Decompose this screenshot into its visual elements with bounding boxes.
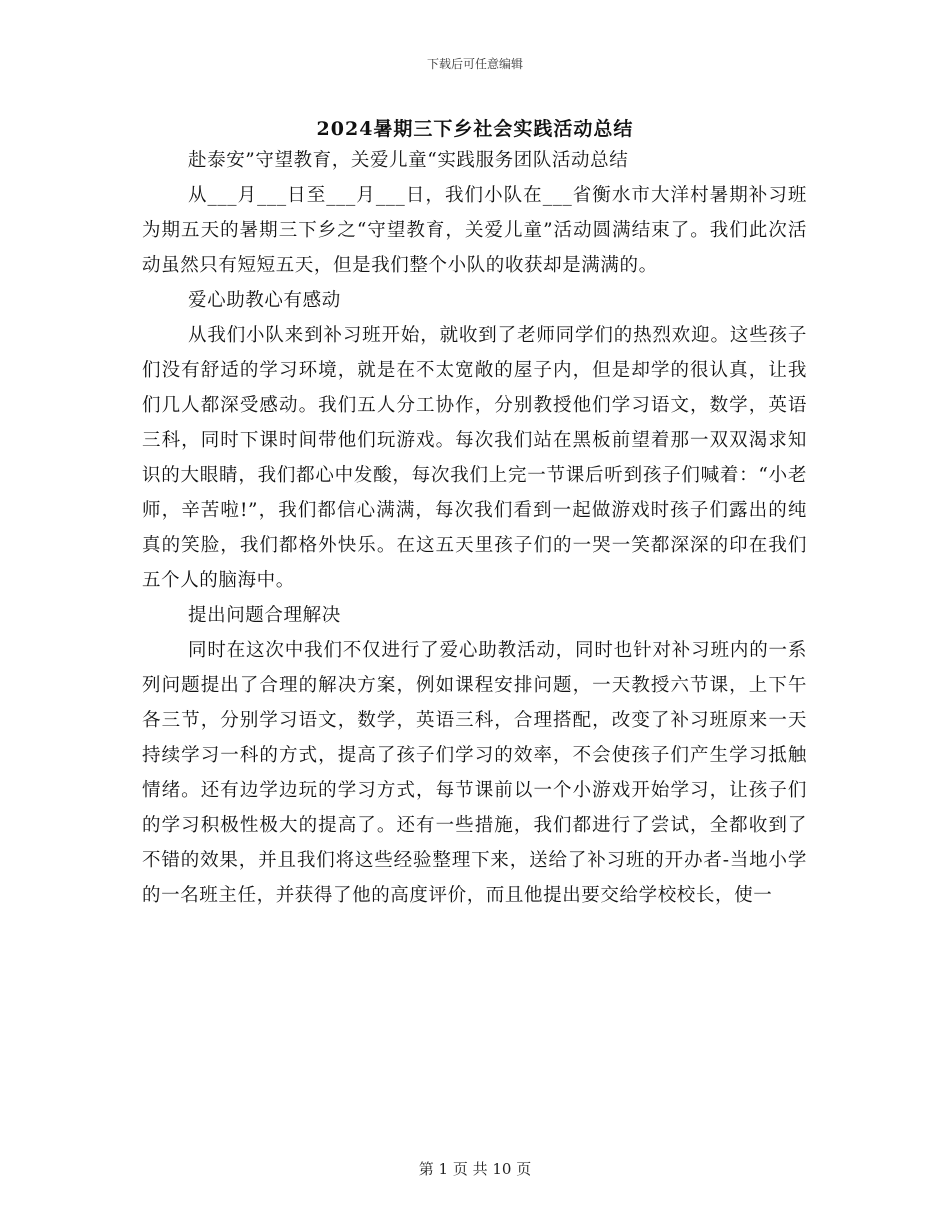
document-title: 2024暑期三下乡社会实践活动总结 [316, 118, 634, 140]
header-note: 下载后可任意编辑 [426, 57, 523, 71]
section-heading-teaching: 爱心助教心有感动 [188, 290, 341, 311]
teaching-paragraph: 从我们小队来到补习班开始，就收到了老师同学们的热烈欢迎。这些孩子们没有舒适的学习环境，就是在不太宽敞的屋子内，但是却学的很认真，让我们几人都深受感动。我们五人分工协作，分别教授他们学习语文，数学，英语三科，同时下课时间带他们玩游戏。每次我们站在黑板前望着那一双双渴求知识的大眼睛，我们都心中发酸，每次我们上完一节课后听到孩子们喊着：“小老师，辛苦啦!”，我们都信心满满，每次我们看到一起做游戏时孩子们露出的纯真的笑脸，我们都格外快乐。在这五天里孩子们的一哭一笑都深深的印在我们五个人的脑海中。 [142, 325, 807, 591]
document-body [142, 143, 807, 913]
section-heading-solutions: 提出问题合理解决 [188, 605, 341, 626]
solutions-paragraph: 同时在这次中我们不仅进行了爱心助教活动，同时也针对补习班内的一系列问题提出了合理的解决方案，例如课程安排问题，一天教授六节课，上下午各三节，分别学习语文，数学，英语三科，合理搭配，改变了补习班原来一天持续学习一科的方式，提高了孩子们学习的效率，不会使孩子们产生学习抵触情绪。还有边学边玩的学习方式，每节课前以一个小游戏开始学习，让孩子们的学习积极性极大的提高了。还有一些措施，我们都进行了尝试，全都收到了不错的效果，并且我们将这些经验整理下来，送给了补习班的开办者-当地小学的一名班主任，并获得了他的高度评价，而且他提出要交给学校校长，使一 [142, 640, 807, 906]
intro-paragraph: 从___月___日至___月___日，我们小队在___省衡水市大洋村暑期补习班为期五天的暑期三下乡之“守望教育，关爱儿童”活动圆满结束了。我们此次活动虽然只有短短五天，但是我们整个小队的收获却是满满的。 [142, 185, 807, 276]
page-number-footer: 第 1 页 共 10 页 [418, 1160, 532, 1178]
subtitle-paragraph: 赴泰安”守望教育，关爱儿童“实践服务团队活动总结 [188, 150, 629, 171]
